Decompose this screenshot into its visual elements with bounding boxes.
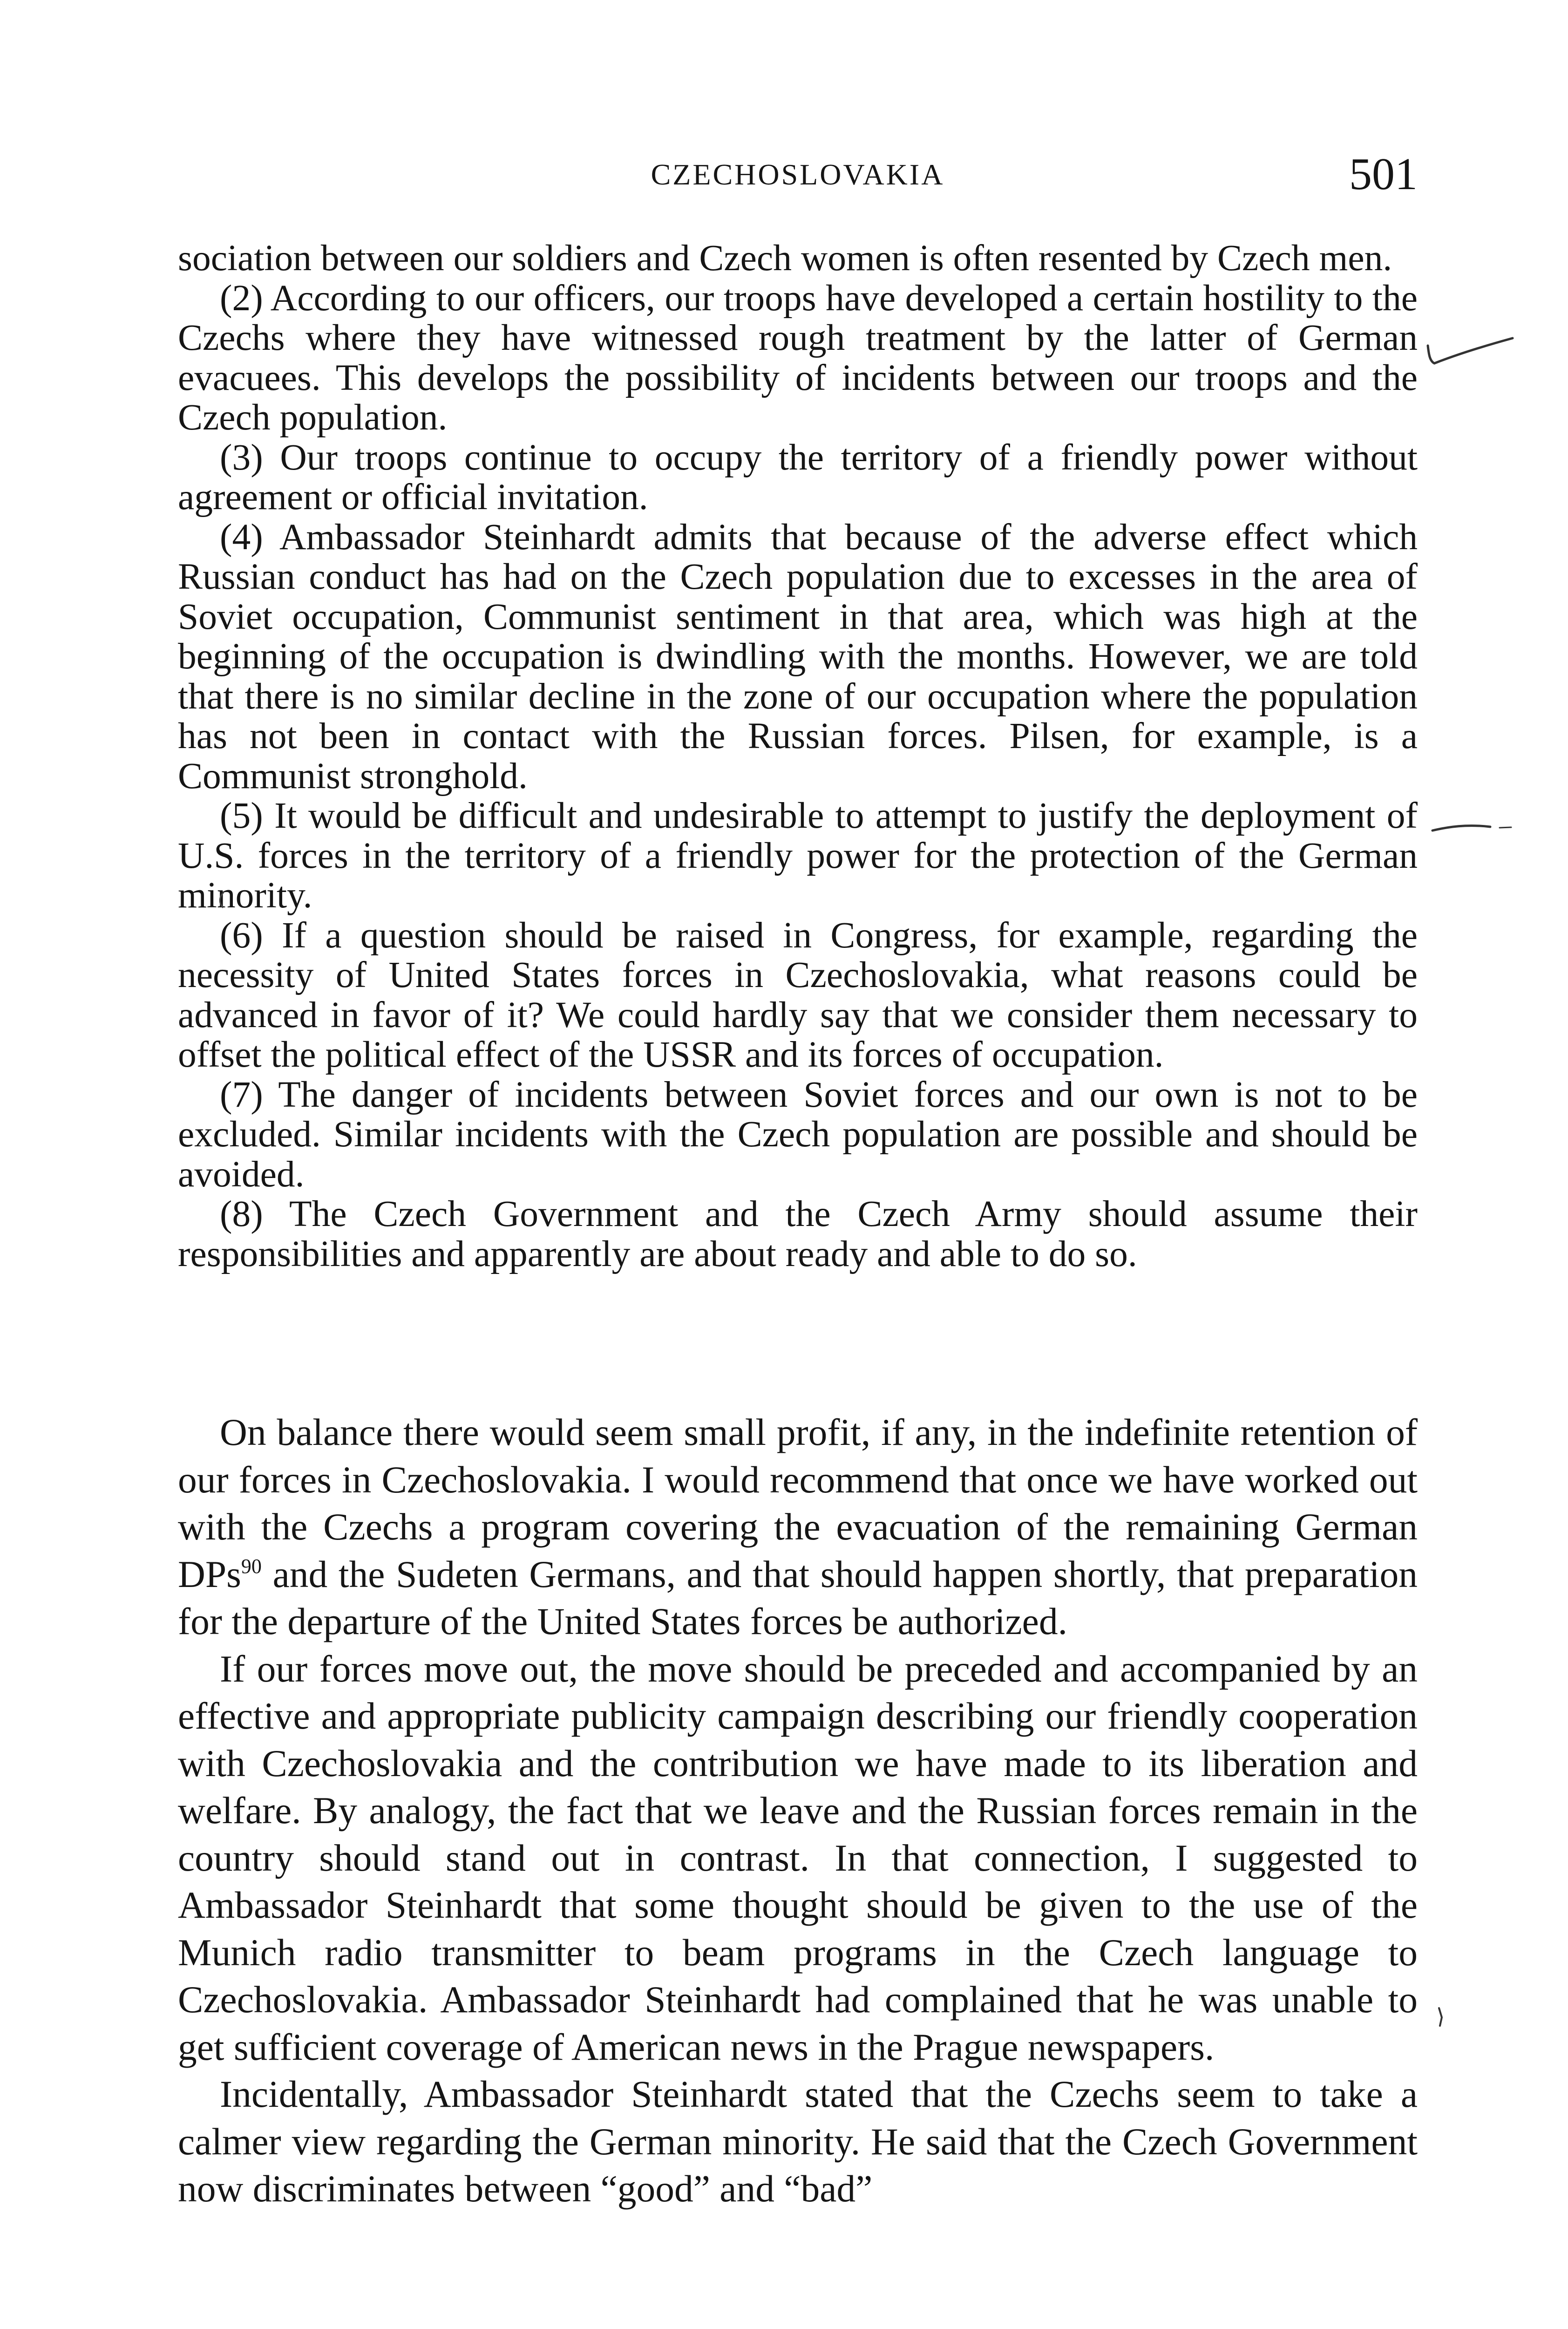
body-paragraph-3: Incidentally, Ambassador Steinhardt stated that the Czechs seem to take a calmer view regarding the German minority. He said that the Czech Government now discriminates between “good” and “bad” [178,2073,1418,2210]
point-2: (2) According to our officers, our troops have developed a certain hostility to the Czechs where they have witnessed rough treatment by the latter of German evacuees. This develops the possibility of incidents between our troops and the Czech population. [178,277,1418,438]
margin-check-mark [1424,335,1517,373]
point-7: (7) The danger of incidents between Soviet forces and our own is not to be excluded. Similar incidents with the Czech population are possible and should be avoided. [178,1074,1418,1195]
body-paragraph-2: If our forces move out, the move should be preceded and accompanied by an effective and appropriate publicity campaign describing our friendly cooperation with Czechoslovakia and the contribution we have made to its liberation and welfare. By analogy, the fact that we leave and the Russian forces remain in the country should stand out in contrast. In that connection, I suggested to Ambassador Steinhardt that some thought should be given to the use of the Munich radio transmitter to beam programs in the Czech language to Czechoslovakia. Ambassador Steinhardt had complained that he was unable to get sufficient coverage of American news in the Prague newspapers. [178,1647,1418,2068]
point-3: (3) Our troops continue to occupy the territory of a friendly power without agreement or official invitation. [178,436,1418,518]
footnote-reference: 90 [241,1554,262,1578]
point-5: (5) It would be difficult and undesirable to attempt to justify the deployment of U.S. forces in the territory of a friendly power for the protection of the German minority. [178,795,1418,916]
numbered-points-block [178,238,1418,1274]
stray-comma-mark [216,891,227,909]
body-paragraph-1 [178,1409,1418,1645]
body-text-block [178,1409,1418,2213]
margin-tick-mark [1434,2005,1453,2033]
point-8: (8) The Czech Government and the Czech Army should assume their responsibilities and apparently are about ready and able to do so. [178,1193,1418,1274]
point-4: (4) Ambassador Steinhardt admits that because of the adverse effect which Russian conduct has had on the Czech population due to excesses in the area of Soviet occupation, Communist sentiment in that area, which was high at the beginning of the occupation is dwindling with the months. However, we are told that there is no similar decline in the zone of our occupation where the population has not been in contact with the Russian forces. Pilsen, for example, is a Communist stronghold. [178,516,1418,797]
body-paragraph-1-continuation: and the Sudeten Germans, and that should happen shortly, that preparation for the departure of the United States forces be authorized. [178,1553,1418,1642]
running-head [178,148,1418,199]
point-6: (6) If a question should be raised in Congress, for example, regarding the necessity of United States forces in Czechoslovakia, what reasons could be advanced in favor of it? We could hardly say that we consider them necessary to offset the political effect of the USSR and its forces of occupation. [178,914,1418,1075]
continuation-paragraph: sociation between our soldiers and Czech women is often resented by Czech men. [178,238,1392,279]
running-title: CZECHOSLOVAKIA [651,158,945,191]
body-paragraph-1-text: On balance there would seem small profit, if any, in the indefinite retention of our forces in Czechoslovakia. I would recommend that once we have worked out with the Czechs a program covering the evacuation of the remaining German DPs [178,1411,1418,1595]
page-number: 501 [1349,149,1418,199]
margin-dash-mark [1430,813,1523,841]
